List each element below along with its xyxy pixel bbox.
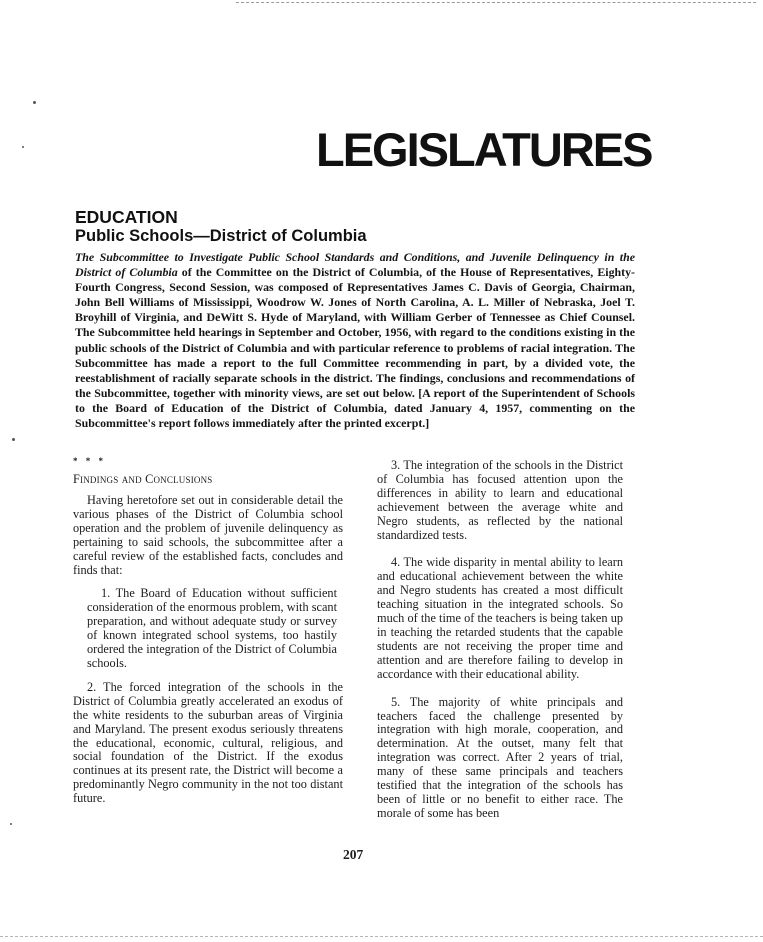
intro-italic-lead: The Subcommittee to Investigate Public School Standards and Conditions, and Juvenile Delinquency in the District of Columbia bbox=[75, 250, 635, 280]
section-break-stars: * * * bbox=[73, 456, 106, 466]
intro-paragraph bbox=[75, 250, 635, 431]
right-column bbox=[377, 459, 623, 821]
left-column bbox=[73, 455, 343, 806]
findings-heading: Findings and Conclusions bbox=[73, 472, 213, 486]
finding-2-paragraph: 2. The forced integration of the schools in the District of Columbia greatly accelerated an exodus of the white residents to the suburban areas of Virginia and Maryland. The present exodus seriously threatens the educational, economic, cultural, religious, and social foundation of the District. If the exodus continues at its present rate, the District will become a predominantly Negro community in the not too distant future. bbox=[73, 679, 343, 806]
scan-speck bbox=[22, 146, 24, 148]
page-heading: LEGISLATURES bbox=[316, 123, 652, 176]
finding-5-paragraph: 5. The majority of white principals and teachers faced the challenge presented by integration with high morale, cooperation, and determination. At the outset, many felt that integration was correct. After 2 years of trial, many of these same principals and teachers testified that the integration of the schools has been of little or no benefit to either race. The morale of some has been bbox=[377, 694, 623, 820]
finding-1-paragraph: 1. The Board of Education without sufficient consideration of the enormous problem, with scant preparation, and without adequate study or survey of known integrated school systems, too hastily ordered the integration of the District of Columbia schools. bbox=[87, 586, 337, 670]
subsection-title: Public Schools—District of Columbia bbox=[75, 227, 367, 245]
scan-speck bbox=[33, 101, 36, 104]
page-number: 207 bbox=[343, 847, 364, 862]
scan-speck bbox=[12, 438, 15, 441]
finding-3-paragraph: 3. The integration of the schools in the District of Columbia has focused attention upon the differences in ability to learn and educational achievement between the average white and Negro students, as reflected by the national standardized tests. bbox=[377, 458, 623, 542]
body-paragraph: Having heretofore set out in considerable detail the various phases of the District of Columbia school operation and the problem of juvenile delinquency as pertaining to said schools, the subcommittee after a careful review of the established facts, concludes and finds that: bbox=[73, 493, 343, 577]
bottom-edge-rule bbox=[0, 936, 763, 937]
section-title: EDUCATION bbox=[75, 207, 178, 227]
finding-4-paragraph: 4. The wide disparity in mental ability to learn and educational achievement between the white and Negro students has created a most difficult teaching situation in the integrated schools. So much of the time of the teachers is being taken up in teaching the retarded students that the capable students are not receiving the proper time and attention and are therefore failing to develop in accordance with their educational ability. bbox=[377, 555, 623, 681]
top-edge-rule bbox=[236, 2, 756, 3]
intro-text: of the Committee on the District of Columbia, of the House of Representatives, Eighty-Fourth Congress, Second Session, was composed of Representatives James C. Davis of Georgia, Chairman, John Bell Williams of Mississippi, Woodrow W. Jones of North Carolina, A. L. Miller of Nebraska, Joel T. Broyhill of Virginia, and DeWitt S. Hyde of Maryland, with William Gerber of Tennessee as Chief Counsel. The Subcommittee held hearings in September and October, 1956, with regard to the conditions existing in the public schools of the District of Columbia and with particular reference to problems of racial integration. The Subcommittee has made a report to the full Committee recommending in part, by a divided vote, the reestablishment of racially separate schools in the district. The findings, conclusions and recommendations of the Subcommittee, together with minority views, are set out below. [A report of the Superintendent of Schools to the Board of Education of the District of Columbia, dated January 4, 1957, commenting on the Subcommittee's report follows immediately after the printed excerpt.] bbox=[75, 265, 636, 431]
scan-speck bbox=[10, 823, 12, 825]
